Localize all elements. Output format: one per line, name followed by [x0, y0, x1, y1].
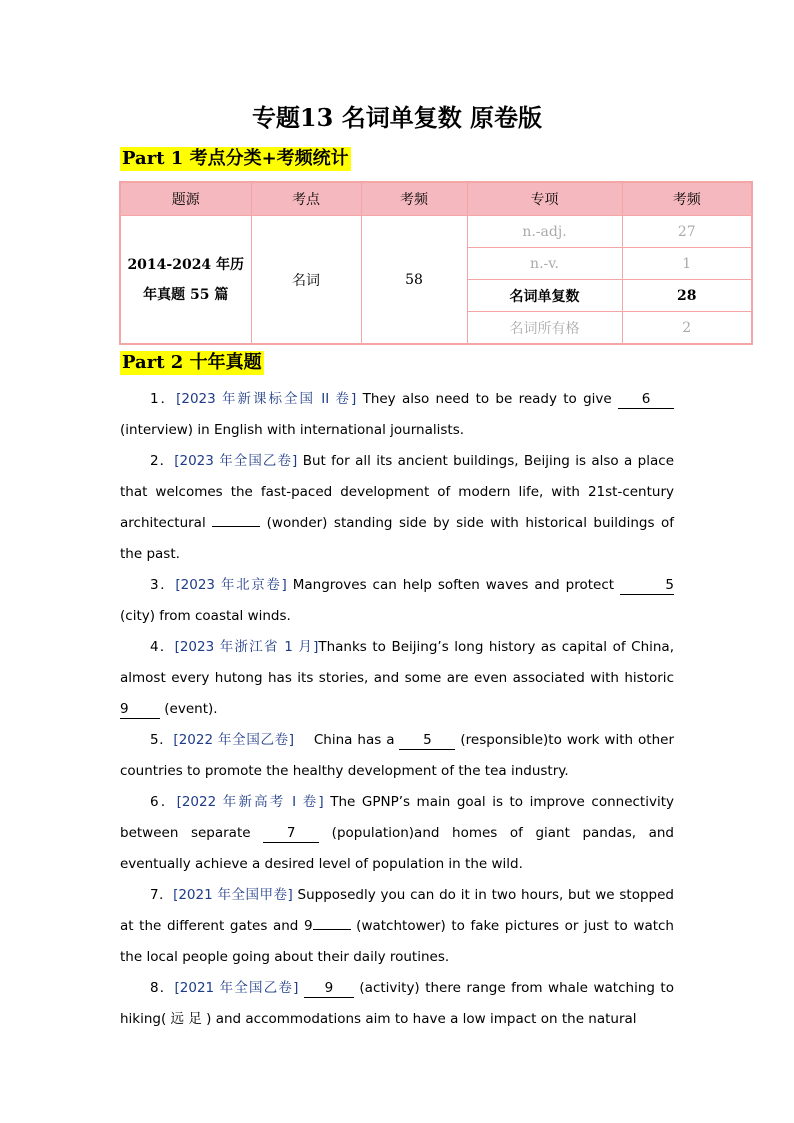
header-subtopic: 专项 [467, 182, 622, 216]
question-item [120, 880, 674, 973]
subtopic-cell: 名词单复数 [467, 280, 622, 312]
question-list [120, 384, 674, 1035]
source-line-2: 年真题 55 篇 [143, 286, 229, 303]
question-source-tag: [2022 年新高考 I 卷] [176, 794, 324, 810]
question-item [120, 787, 674, 880]
header-source: 题源 [120, 182, 251, 216]
question-text: Thanks to Beijing’s long history as capital of China, almost every hutong has its stories, and some are even associated with historic [120, 639, 674, 686]
answer-blank: 9 [304, 979, 354, 998]
subtopic-cell: 名词所有格 [467, 312, 622, 345]
question-text: They also need to be ready to give [356, 391, 618, 407]
answer-blank: 7 [263, 824, 319, 843]
question-text: But for all its ancient buildings, Beijing is also a place that welcomes the fast-paced development of modern life, with 21st-century architectural [120, 453, 675, 531]
topic-cell: 名词 [251, 216, 361, 345]
part1-heading: Part 1 考点分类+考频统计 [122, 148, 349, 169]
question-number: 2． [150, 453, 175, 469]
question-number: 5． [150, 732, 174, 748]
question-item [120, 384, 674, 446]
header-sub-frequency: 考频 [622, 182, 752, 216]
question-source-tag: [2021 年全国乙卷] [174, 980, 299, 996]
frequency-table [119, 181, 753, 345]
header-topic: 考点 [251, 182, 361, 216]
subtopic-cell: n.-adj. [467, 216, 622, 248]
question-text: China has a [294, 732, 400, 748]
total-cell: 58 [361, 216, 467, 345]
question-text: (event). [160, 701, 218, 717]
answer-blank: 5 [620, 576, 674, 595]
question-text: (activity) there range from whale watching to hiking( 远 足 ) and accommodations aim to have a low impact on the natural [120, 980, 674, 1027]
question-item [120, 570, 674, 632]
question-text: (responsible)to work with other countries to promote the healthy development of the tea industry. [120, 732, 674, 779]
table-row [120, 216, 752, 248]
question-source-tag: [2021 年全国甲卷] [173, 887, 293, 903]
source-cell [120, 216, 251, 345]
question-source-tag: [2023 年新课标全国 II 卷] [176, 391, 357, 407]
question-number: 7． [150, 887, 174, 903]
question-item [120, 632, 674, 725]
answer-blank: 5 [399, 731, 455, 750]
question-source-tag: [2022 年全国乙卷] [173, 732, 295, 748]
answer-blank: 9 [120, 700, 160, 719]
question-item [120, 725, 674, 787]
source-line-1: 2014-2024 年历 [127, 256, 245, 273]
subtopic-count-cell: 27 [622, 216, 752, 248]
question-text: The GPNP’s main goal is to improve connectivity between separate [120, 794, 674, 841]
question-text: (interview) in English with international journalists. [120, 422, 465, 438]
table-header-row [120, 182, 752, 216]
question-number: 3． [150, 577, 176, 593]
header-frequency: 考频 [361, 182, 467, 216]
question-text: (city) from coastal winds. [120, 608, 291, 624]
question-item [120, 973, 674, 1035]
question-source-tag: [2023 年浙江省 1 月] [174, 639, 319, 655]
question-text: Supposedly you can do it in two hours, but we stopped at the different gates and 9 [120, 887, 674, 934]
question-number: 4． [150, 639, 175, 655]
subtopic-count-cell: 28 [622, 280, 752, 312]
page-title: 专题13 名词单复数 原卷版 [251, 103, 543, 132]
question-source-tag: [2023 年全国乙卷] [174, 453, 298, 469]
answer-blank [212, 526, 260, 527]
question-text: (population)and homes of giant pandas, and eventually achieve a desired level of population in the wild. [120, 825, 674, 872]
question-item [120, 446, 674, 570]
question-number: 8． [150, 980, 175, 996]
answer-blank: 6 [618, 390, 674, 409]
answer-blank [313, 929, 351, 930]
question-text: (watchtower) to fake pictures or just to watch the local people going about their daily routines. [120, 918, 674, 965]
question-number: 1． [150, 391, 177, 407]
subtopic-count-cell: 2 [622, 312, 752, 345]
question-number: 6． [150, 794, 177, 810]
question-text: (wonder) standing side by side with historical buildings of the past. [120, 515, 674, 562]
part2-heading: Part 2 十年真题 [122, 352, 262, 373]
question-source-tag: [2023 年北京卷] [175, 577, 287, 593]
subtopic-cell: n.-v. [467, 248, 622, 280]
subtopic-count-cell: 1 [622, 248, 752, 280]
question-text: Mangroves can help soften waves and protect [286, 577, 620, 593]
